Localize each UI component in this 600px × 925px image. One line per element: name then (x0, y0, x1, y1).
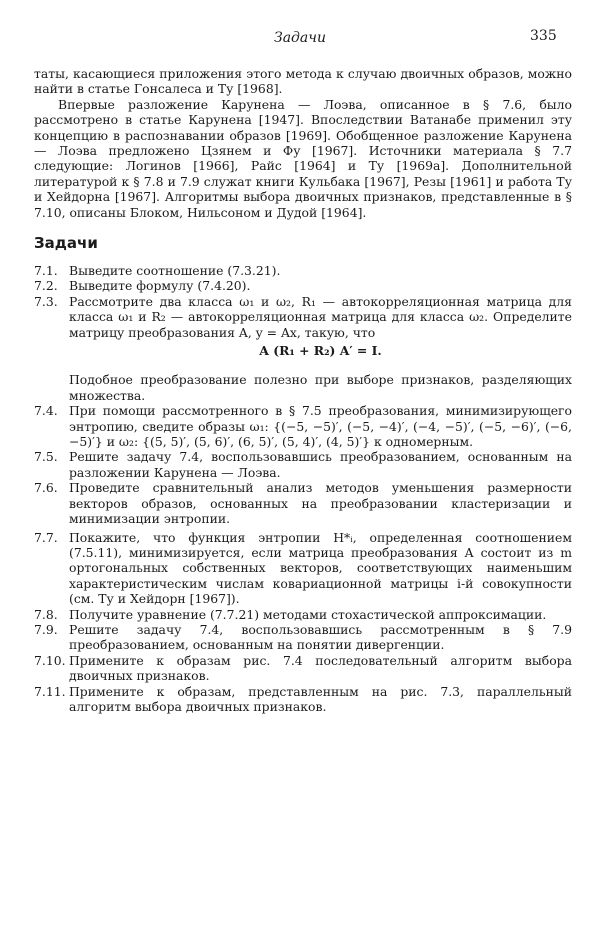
problem-item (34, 530, 572, 607)
problem-item (34, 684, 572, 715)
problem-number: 7.5. (34, 449, 58, 465)
problem-text: Рассмотрите два класса ω₁ и ω₂, R₁ — автокорреляционная матрица для класса ω₁ и R₂ — автокорреляционная матрица для класса ω₂. Определите матрицу преобразования A, y = Ax, такую, что (69, 293, 572, 340)
problem-text: Примените к образам рис. 7.4 последовательный алгоритм выбора двоичных признаков. (69, 652, 572, 684)
intro-paragraph-1: таты, касающиеся приложения этого метода к случаю двоичных образов, можно найти в статье Гонсалеса и Ту [1968]. (34, 66, 572, 97)
problem-number: 7.1. (34, 263, 58, 278)
problem-number: 7.3. (34, 293, 58, 309)
problem-note-text: Подобное преобразование полезно при выборе признаков, разделяющих множества. (69, 372, 572, 403)
problem-number: 7.4. (34, 403, 58, 419)
intro-paragraph-2: Впервые разложение Карунена — Лоэва, описанное в § 7.6, было рассмотрено в статье Карунена [1947]. Впоследствии Ватанабе применил эту концепцию в распознавании образов [1969]. Обобщенное разложение Карунена — Лоэва предложено Цзянем и Фу [1967]. Источники материала § 7.7 следующие: Логинов [1966], Райс [1964] и Ту [1969а]. Дополнительной литературой к § 7.8 и 7.9 служат книги Кульбака [1967], Резы [1961] и работа Ту и Хейдорна [1967]. Алгоритмы выбора двоичных признаков, представленные в § 7.10, описаны Блоком, Нильсоном и Дудой [1964]. (34, 96, 572, 220)
problem-text: Решите задачу 7.4, воспользовавшись преобразованием, основанным на разложении Карунена — Лоэва. (69, 449, 572, 480)
page-number: 335 (530, 28, 557, 44)
problem-note (34, 372, 572, 403)
problem-text: При помощи рассмотренного в § 7.5 преобразования, минимизирующего энтропию, сведите образы ω₁: {(−5, −5)′, (−5, −4)′, (−4, −5)′, (−5, −6)′, (−6, −5)′} и ω₂: {(5, 5)′, (5, 6)′, (6, 5)′, (5, 4)′, (4, 5)′} к одномерным. (69, 403, 572, 450)
problem-text: Покажите, что функция энтропии H*ᵢ, определенная соотношением (7.5.11), минимизируется, если матрица преобразования A состоит из m ортогональных собственных векторов, соответствующих наименьшим характеристическим числам ковариационной матрицы i-й совокупности (см. Ту и Хейдорн [1967]). (69, 529, 572, 607)
problem-text: Решите задачу 7.4, воспользовавшись рассмотренным в § 7.9 преобразованием, основанным на понятии дивергенции. (69, 621, 572, 653)
problem-text: Выведите формулу (7.4.20). (69, 278, 251, 294)
problem-number: 7.11. (34, 683, 66, 699)
problem-item (34, 653, 572, 684)
problem-number: 7.6. (34, 480, 58, 496)
problem-item (34, 263, 572, 278)
intro-text (34, 66, 572, 220)
problem-item (34, 449, 572, 480)
problem-text: Примените к образам, представленным на рис. 7.3, параллельный алгоритм выбора двоичных признаков. (69, 683, 572, 714)
problem-item (34, 622, 572, 653)
problem-item (34, 278, 572, 293)
problem-text: Выведите соотношение (7.3.21). (69, 263, 281, 278)
problem-number: 7.8. (34, 606, 58, 622)
problem-item (34, 294, 572, 359)
problem-number: 7.10. (34, 652, 66, 668)
problem-item (34, 403, 572, 449)
problem-number: 7.7. (34, 529, 58, 545)
problem-text: Получите уравнение (7.7.21) методами стохастической аппроксимации. (69, 606, 547, 622)
section-heading: Задачи (34, 234, 98, 252)
problem-item (34, 607, 572, 622)
running-header-title: Задачи (273, 30, 326, 46)
problem-list (34, 263, 572, 714)
problem-number: 7.2. (34, 278, 58, 294)
problem-text: Проведите сравнительный анализ методов уменьшения размерности векторов образов, основанных на преобразовании кластеризации и минимизации энтропии. (69, 480, 572, 527)
problem-item (34, 480, 572, 526)
problem-formula: A (R₁ + R₂) A′ = I. (259, 343, 382, 359)
problem-number: 7.9. (34, 621, 58, 637)
